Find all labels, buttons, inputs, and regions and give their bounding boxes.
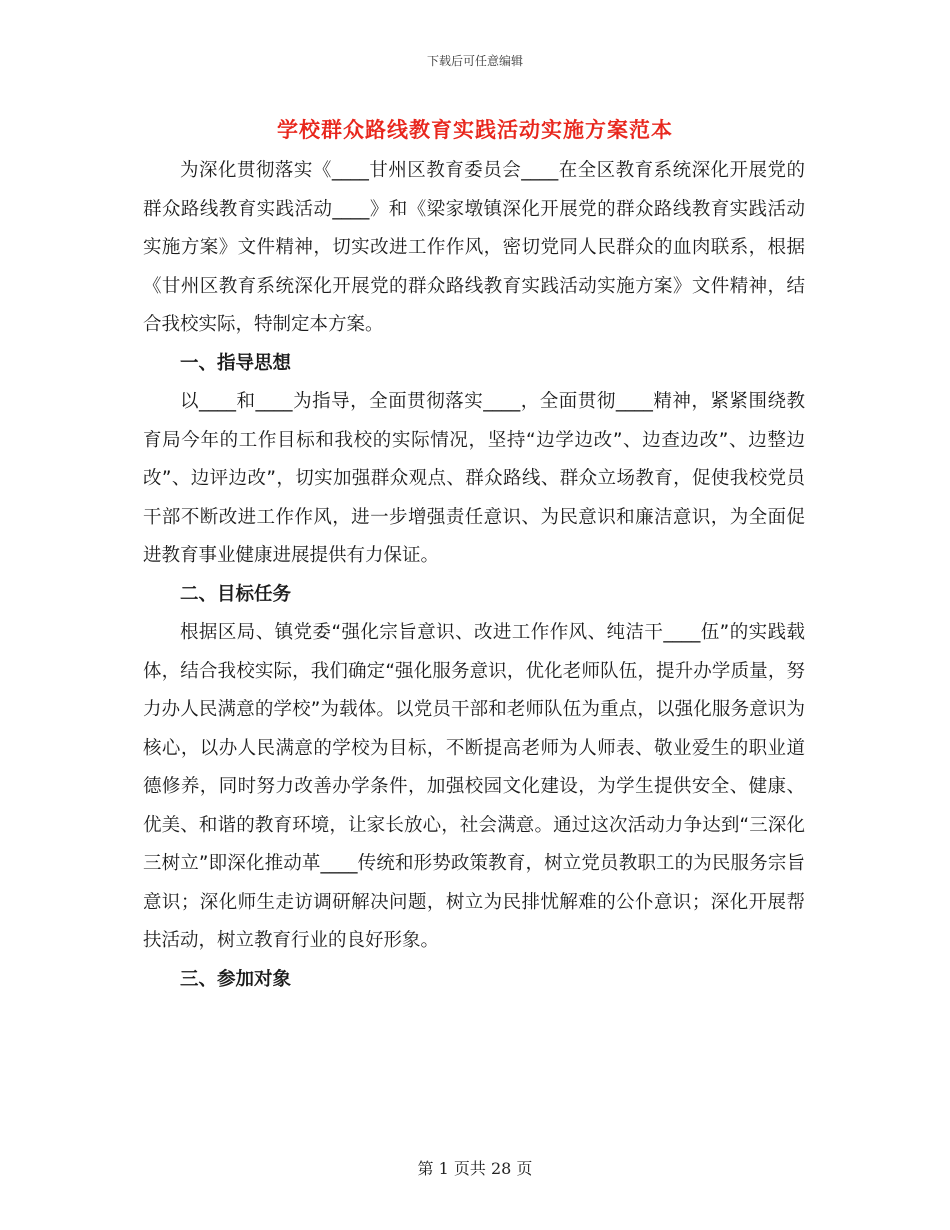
- page-number-footer: 第 1 页共 28 页: [417, 1159, 533, 1178]
- document-body: [143, 152, 805, 999]
- section-heading-guiding-ideology: 一、指导思想: [180, 352, 292, 374]
- goals-tasks-paragraph: 根据区局、镇党委“强化宗旨意识、改进工作作风、纯洁干____伍”的实践载体，结合我校实际，我们确定“强化服务意识，优化老师队伍，提升办学质量，努力办人民满意的学校”为载体。以党员干部和老师队伍为重点，以强化服务意识为核心，以办人民满意的学校为目标，不断提高老师为人师表、敬业爱生的职业道德修养，同时努力改善办学条件，加强校园文化建设，为学生提供安全、健康、优美、和谐的教育环境，让家长放心，社会满意。通过这次活动力争达到“三深化三树立”即深化推动革____传统和形势政策教育，树立党员教职工的为民服务宗旨意识；深化师生走访调研解决问题，树立为民排忧解难的公仆意识；深化开展帮扶活动，树立教育行业的良好形象。: [143, 622, 805, 951]
- section-heading-goals-tasks: 二、目标任务: [180, 583, 292, 605]
- page-header-note: 下载后可任意编辑: [426, 54, 523, 68]
- document-title: 学校群众路线教育实践活动实施方案范本: [277, 118, 673, 142]
- guiding-ideology-paragraph: 以____和____为指导，全面贯彻落实____，全面贯彻____精神，紧紧围绕教育局今年的工作目标和我校的实际情况，坚持“边学边改”、边查边改”、边整边改”、边评边改”，切实加强群众观点、群众路线、群众立场教育，促使我校党员干部不断改进工作作风，进一步增强责任意识、为民意识和廉洁意识，为全面促进教育事业健康进展提供有力保证。: [143, 391, 805, 566]
- intro-paragraph: 为深化贯彻落实《____甘州区教育委员会____在全区教育系统深化开展党的群众路线教育实践活动____》和《梁家墩镇深化开展党的群众路线教育实践活动实施方案》文件精神，切实改进工作作风，密切党同人民群众的血肉联系，根据《甘州区教育系统深化开展党的群众路线教育实践活动实施方案》文件精神，结合我校实际，特制定本方案。: [143, 160, 805, 335]
- section-heading-participants: 三、参加对象: [180, 968, 292, 990]
